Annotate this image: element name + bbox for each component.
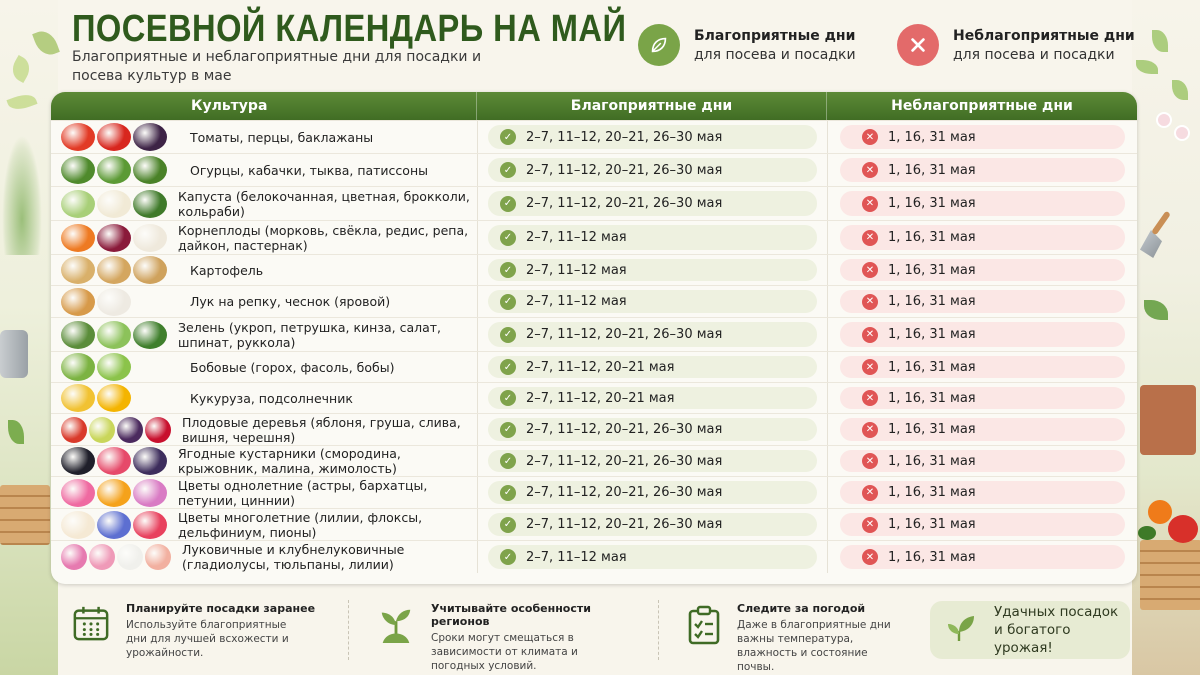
crop-image	[61, 447, 95, 475]
favorable-days-pill	[488, 356, 817, 378]
x-circle-icon: ✕	[862, 485, 878, 501]
leaf-icon	[6, 91, 37, 114]
unfavorable-days-pill	[840, 418, 1125, 441]
crop-illustration	[61, 447, 167, 475]
check-circle-icon: ✓	[500, 162, 516, 178]
crop-image	[61, 384, 95, 412]
check-circle-icon: ✓	[500, 294, 516, 310]
tip-text: Даже в благоприятные дни важны температура, влажность и состояние почвы.	[737, 619, 891, 673]
tip-title: Следите за погодой	[737, 602, 866, 615]
legend-unfavorable-caption: для посева и посадки	[953, 46, 1115, 63]
unfavorable-days-pill	[840, 191, 1125, 216]
check-circle-icon: ✓	[500, 327, 516, 343]
unfavorable-days-pill	[840, 387, 1125, 409]
x-circle-icon: ✕	[862, 517, 878, 533]
seedling-icon	[1144, 300, 1168, 320]
tip-text: Сроки могут смещаться в зависимости от климата и погодных условий.	[431, 632, 578, 672]
crop-image	[133, 190, 167, 218]
table-row	[51, 540, 1137, 573]
crop-illustration	[61, 288, 179, 316]
unfavorable-days-pill	[840, 322, 1125, 347]
crop-image	[61, 156, 95, 184]
table-row	[51, 445, 1137, 476]
unfavorable-days-cell	[827, 477, 1137, 508]
crop-name: Картофель	[190, 262, 264, 278]
tip-plan-ahead	[72, 600, 322, 662]
unfavorable-days-cell	[827, 541, 1137, 573]
unfavorable-days-pill	[840, 225, 1125, 250]
crop-image	[97, 353, 131, 381]
clipboard-checklist-icon	[687, 600, 721, 662]
check-circle-icon: ✓	[500, 422, 516, 438]
crop-image	[61, 224, 95, 252]
x-circle-icon: ✕	[862, 162, 878, 178]
favorable-days-value: 2–7, 11–12 мая	[526, 549, 627, 565]
unfavorable-days-cell	[827, 414, 1137, 445]
crop-image	[97, 447, 131, 475]
favorable-days-cell	[477, 509, 827, 540]
crop-illustration	[61, 156, 179, 184]
unfavorable-days-value: 1, 16, 31 мая	[888, 262, 976, 278]
unfavorable-days-pill	[840, 158, 1125, 182]
favorable-days-cell	[477, 221, 827, 254]
crop-name: Лук на репку, чеснок (яровой)	[190, 294, 391, 309]
crop-image	[133, 256, 167, 284]
flower-pot	[1140, 385, 1196, 455]
favorable-days-value: 2–7, 11–12, 20–21, 26–30 мая	[526, 517, 723, 532]
table-row	[51, 254, 1137, 285]
x-circle-icon: ✕	[862, 327, 878, 343]
column-header-crop: Культура	[51, 92, 477, 120]
unfavorable-days-cell	[827, 221, 1137, 254]
page-title: ПОСЕВНОЙ КАЛЕНДАРЬ НА МАЙ	[72, 8, 627, 50]
favorable-days-cell	[477, 446, 827, 476]
unfavorable-days-value: 1, 16, 31 мая	[888, 517, 976, 532]
unfavorable-days-pill	[840, 513, 1125, 536]
check-circle-icon: ✓	[500, 485, 516, 501]
unfavorable-days-cell	[827, 121, 1137, 153]
unfavorable-days-value: 1, 16, 31 мая	[888, 359, 976, 375]
crop-image	[61, 511, 95, 539]
crop-image	[97, 156, 131, 184]
crop-cell	[51, 352, 477, 382]
crop-image	[145, 544, 171, 570]
unfavorable-days-value: 1, 16, 31 мая	[888, 196, 976, 211]
tip-title: Планируйте посадки заранее	[126, 602, 316, 615]
crop-name: Бобовые (горох, фасоль, бобы)	[190, 359, 395, 375]
favorable-days-value: 2–7, 11–12, 20–21, 26–30 мая	[526, 453, 723, 469]
unfavorable-days-cell	[827, 187, 1137, 220]
favorable-days-pill	[488, 481, 817, 504]
unfavorable-days-pill	[840, 356, 1125, 378]
tomato-icon	[1168, 515, 1198, 543]
crop-image	[89, 417, 115, 443]
crop-image	[97, 384, 131, 412]
crop-name: Огурцы, кабачки, тыква, патиссоны	[190, 162, 428, 178]
unfavorable-days-value: 1, 16, 31 мая	[888, 294, 976, 309]
garden-decoration-right	[1132, 0, 1200, 675]
crop-cell	[51, 255, 477, 285]
crop-cell	[51, 121, 477, 153]
unfavorable-days-value: 1, 16, 31 мая	[888, 453, 976, 469]
favorable-days-value: 2–7, 11–12, 20–21, 26–30 мая	[526, 485, 723, 500]
x-circle-icon: ✕	[862, 453, 878, 469]
favorable-days-pill	[488, 418, 817, 441]
crop-image	[97, 190, 131, 218]
crop-image	[97, 224, 131, 252]
favorable-days-cell	[477, 187, 827, 220]
crop-image	[133, 156, 167, 184]
x-circle-icon: ✕	[862, 390, 878, 406]
crop-cell	[51, 187, 477, 220]
favorable-days-cell	[477, 255, 827, 285]
check-circle-icon: ✓	[500, 549, 516, 565]
trowel-handle	[1151, 211, 1171, 236]
crop-illustration	[61, 123, 179, 151]
favorable-days-cell	[477, 352, 827, 382]
crop-image	[117, 544, 143, 570]
table-row	[51, 351, 1137, 382]
crop-name: Капуста (белокочанная, цветная, брокколи, кольраби)	[178, 188, 470, 219]
crop-image	[61, 123, 95, 151]
crop-cell	[51, 477, 477, 508]
page-subtitle: Благоприятные и неблагоприятные дни для посадки и посева культур в мае	[72, 49, 482, 84]
tip-weather	[687, 600, 907, 673]
crop-image	[97, 288, 131, 316]
good-harvest-banner	[930, 601, 1130, 659]
crop-image	[61, 353, 95, 381]
unfavorable-days-cell	[827, 286, 1137, 317]
crop-illustration	[61, 543, 171, 571]
crop-image	[97, 256, 131, 284]
crop-name: Томаты, перцы, баклажаны	[190, 129, 374, 145]
leaf-icon	[8, 55, 35, 83]
crop-name: Зелень (укроп, петрушка, кинза, салат, шпинат, руккола)	[178, 319, 442, 350]
favorable-days-value: 2–7, 11–12 мая	[526, 230, 627, 245]
crop-name: Ягодные кустарники (смородина, крыжовник, малина, жимолость)	[178, 446, 401, 476]
crop-image	[61, 479, 95, 507]
fern-decoration	[2, 135, 42, 255]
pepper-icon	[1148, 500, 1172, 524]
crop-cell	[51, 446, 477, 476]
crop-illustration	[61, 511, 167, 539]
crop-cell	[51, 221, 477, 254]
check-circle-icon: ✓	[500, 262, 516, 278]
table-header	[51, 92, 1137, 120]
legend-favorable-title: Благоприятные дни	[694, 27, 856, 44]
crop-image	[97, 479, 131, 507]
crop-illustration	[61, 224, 167, 252]
divider	[658, 600, 659, 660]
leaf-icon	[32, 27, 60, 58]
leaf-icon	[1136, 60, 1158, 74]
check-circle-icon: ✓	[500, 453, 516, 469]
x-circle-icon: ✕	[862, 196, 878, 212]
x-circle-icon: ✕	[862, 549, 878, 565]
unfavorable-days-value: 1, 16, 31 мая	[888, 129, 976, 145]
crop-image	[133, 224, 167, 252]
x-circle-icon: ✕	[862, 422, 878, 438]
favorable-days-pill	[488, 290, 817, 313]
favorable-days-cell	[477, 414, 827, 445]
favorable-days-pill	[488, 450, 817, 472]
table-body	[51, 120, 1137, 573]
unfavorable-days-cell	[827, 154, 1137, 186]
crop-image	[61, 256, 95, 284]
crop-image	[133, 321, 167, 349]
crop-image	[97, 511, 131, 539]
favorable-days-cell	[477, 286, 827, 317]
unfavorable-days-pill	[840, 290, 1125, 313]
crop-cell	[51, 509, 477, 540]
favorable-days-pill	[488, 125, 817, 149]
calendar-icon	[72, 600, 110, 662]
crop-image	[133, 479, 167, 507]
unfavorable-days-cell	[827, 383, 1137, 413]
favorable-days-value: 2–7, 11–12 мая	[526, 262, 627, 278]
legend-favorable	[638, 24, 856, 66]
column-header-favorable: Благоприятные дни	[477, 92, 827, 120]
legend-favorable-caption: для посева и посадки	[694, 46, 856, 63]
favorable-days-pill	[488, 259, 817, 281]
table-row	[51, 317, 1137, 351]
crop-image	[61, 417, 87, 443]
unfavorable-days-pill	[840, 545, 1125, 569]
favorable-days-value: 2–7, 11–12, 20–21 мая	[526, 390, 675, 406]
sowing-calendar-table	[51, 92, 1137, 584]
crop-illustration	[61, 384, 179, 412]
table-row	[51, 382, 1137, 413]
favorable-days-cell	[477, 318, 827, 351]
favorable-days-pill	[488, 545, 817, 569]
crop-illustration	[61, 256, 179, 284]
tip-text: Используйте благоприятные дни для лучшей всхожести и урожайности.	[126, 619, 289, 659]
crop-image	[133, 447, 167, 475]
leaf-icon	[1152, 30, 1168, 52]
crop-cell	[51, 414, 477, 445]
unfavorable-days-value: 1, 16, 31 мая	[888, 230, 976, 245]
crop-image	[133, 511, 167, 539]
garden-decoration-left	[0, 0, 58, 675]
favorable-days-cell	[477, 477, 827, 508]
unfavorable-days-value: 1, 16, 31 мая	[888, 549, 976, 565]
table-row	[51, 186, 1137, 220]
cucumber-icon	[1138, 526, 1156, 540]
favorable-days-value: 2–7, 11–12, 20–21, 26–30 мая	[526, 196, 723, 211]
unfavorable-days-cell	[827, 318, 1137, 351]
favorable-days-cell	[477, 383, 827, 413]
favorable-days-cell	[477, 154, 827, 186]
favorable-days-value: 2–7, 11–12, 20–21, 26–30 мая	[526, 327, 723, 342]
unfavorable-days-cell	[827, 446, 1137, 476]
leaf-icon	[1172, 80, 1188, 100]
legend-unfavorable	[897, 24, 1135, 66]
favorable-days-cell	[477, 541, 827, 573]
vegetable-crate	[1140, 540, 1200, 610]
crop-image	[97, 321, 131, 349]
unfavorable-days-cell	[827, 509, 1137, 540]
unfavorable-days-cell	[827, 352, 1137, 382]
favorable-days-value: 2–7, 11–12 мая	[526, 294, 627, 309]
favorable-days-value: 2–7, 11–12, 20–21, 26–30 мая	[526, 129, 723, 145]
divider	[348, 600, 349, 660]
crop-cell	[51, 286, 477, 317]
crop-image	[89, 544, 115, 570]
check-circle-icon: ✓	[500, 390, 516, 406]
crop-cell	[51, 318, 477, 351]
crop-name: Цветы многолетние (лилии, флоксы, дельфиниум, пионы)	[178, 509, 423, 540]
check-circle-icon: ✓	[500, 517, 516, 533]
x-circle-icon: ✕	[862, 129, 878, 145]
table-row	[51, 153, 1137, 186]
crop-cell	[51, 541, 477, 573]
unfavorable-days-pill	[840, 481, 1125, 504]
crop-illustration	[61, 479, 167, 507]
seedling-icon	[8, 420, 24, 444]
favorable-days-pill	[488, 513, 817, 536]
table-row	[51, 413, 1137, 445]
unfavorable-days-pill	[840, 125, 1125, 149]
tips-bar	[72, 600, 907, 673]
favorable-days-cell	[477, 121, 827, 153]
tip-title: Учитывайте особенности регионов	[431, 602, 591, 628]
apple-blossom-icon	[1174, 125, 1190, 141]
unfavorable-days-value: 1, 16, 31 мая	[888, 422, 976, 437]
favorable-days-pill	[488, 191, 817, 216]
crop-cell	[51, 383, 477, 413]
crop-image	[97, 123, 131, 151]
crop-image	[133, 123, 167, 151]
favorable-days-pill	[488, 322, 817, 347]
favorable-days-value: 2–7, 11–12, 20–21 мая	[526, 359, 675, 375]
x-circle-icon: ✕	[862, 230, 878, 246]
x-circle-icon: ✕	[862, 262, 878, 278]
planter-box	[0, 485, 50, 545]
table-row	[51, 508, 1137, 540]
trowel-icon	[1140, 230, 1162, 258]
x-circle-icon: ✕	[862, 294, 878, 310]
table-row	[51, 120, 1137, 153]
crop-image	[145, 417, 171, 443]
crop-image	[61, 288, 95, 316]
favorable-days-value: 2–7, 11–12, 20–21, 26–30 мая	[526, 422, 723, 437]
watering-can-icon	[0, 330, 28, 378]
crop-illustration	[61, 416, 171, 444]
crop-cell	[51, 154, 477, 186]
crop-name: Корнеплоды (морковь, свёкла, редис, репа, дайкон, пастернак)	[178, 222, 469, 253]
apple-blossom-icon	[1156, 112, 1172, 128]
favorable-days-value: 2–7, 11–12, 20–21, 26–30 мая	[526, 162, 723, 178]
crop-name: Луковичные и клубнелуковичные (гладиолусы, тюльпаны, лилии)	[182, 542, 405, 572]
check-circle-icon: ✓	[500, 129, 516, 145]
crop-name: Кукуруза, подсолнечник	[190, 390, 353, 406]
crop-image	[61, 321, 95, 349]
unfavorable-days-value: 1, 16, 31 мая	[888, 485, 976, 500]
favorable-days-pill	[488, 225, 817, 250]
table-row	[51, 285, 1137, 317]
crop-image	[61, 190, 95, 218]
good-harvest-text: Удачных посадок и богатого урожая!	[994, 604, 1119, 656]
unfavorable-days-value: 1, 16, 31 мая	[888, 327, 976, 342]
table-row	[51, 220, 1137, 254]
sprout-icon	[377, 600, 415, 662]
close-icon	[897, 24, 939, 66]
column-header-unfavorable: Неблагоприятные дни	[891, 98, 1073, 114]
x-circle-icon: ✕	[862, 359, 878, 375]
leaf-sprout-icon	[946, 613, 976, 647]
unfavorable-days-pill	[840, 259, 1125, 281]
tip-regions	[377, 600, 632, 672]
leaf-icon	[638, 24, 680, 66]
crop-illustration	[61, 190, 167, 218]
legend-unfavorable-title: Неблагоприятные дни	[953, 27, 1135, 44]
crop-image	[117, 417, 143, 443]
check-circle-icon: ✓	[500, 230, 516, 246]
table-row	[51, 476, 1137, 508]
favorable-days-pill	[488, 387, 817, 409]
crop-name: Цветы однолетние (астры, бархатцы, петунии, циннии)	[178, 477, 428, 508]
crop-illustration	[61, 353, 179, 381]
crop-image	[61, 544, 87, 570]
check-circle-icon: ✓	[500, 359, 516, 375]
unfavorable-days-value: 1, 16, 31 мая	[888, 390, 976, 406]
crop-illustration	[61, 321, 167, 349]
unfavorable-days-cell	[827, 255, 1137, 285]
crop-name: Плодовые деревья (яблоня, груша, слива, вишня, черешня)	[182, 414, 461, 445]
check-circle-icon: ✓	[500, 196, 516, 212]
unfavorable-days-value: 1, 16, 31 мая	[888, 162, 976, 178]
favorable-days-pill	[488, 158, 817, 182]
unfavorable-days-pill	[840, 450, 1125, 472]
